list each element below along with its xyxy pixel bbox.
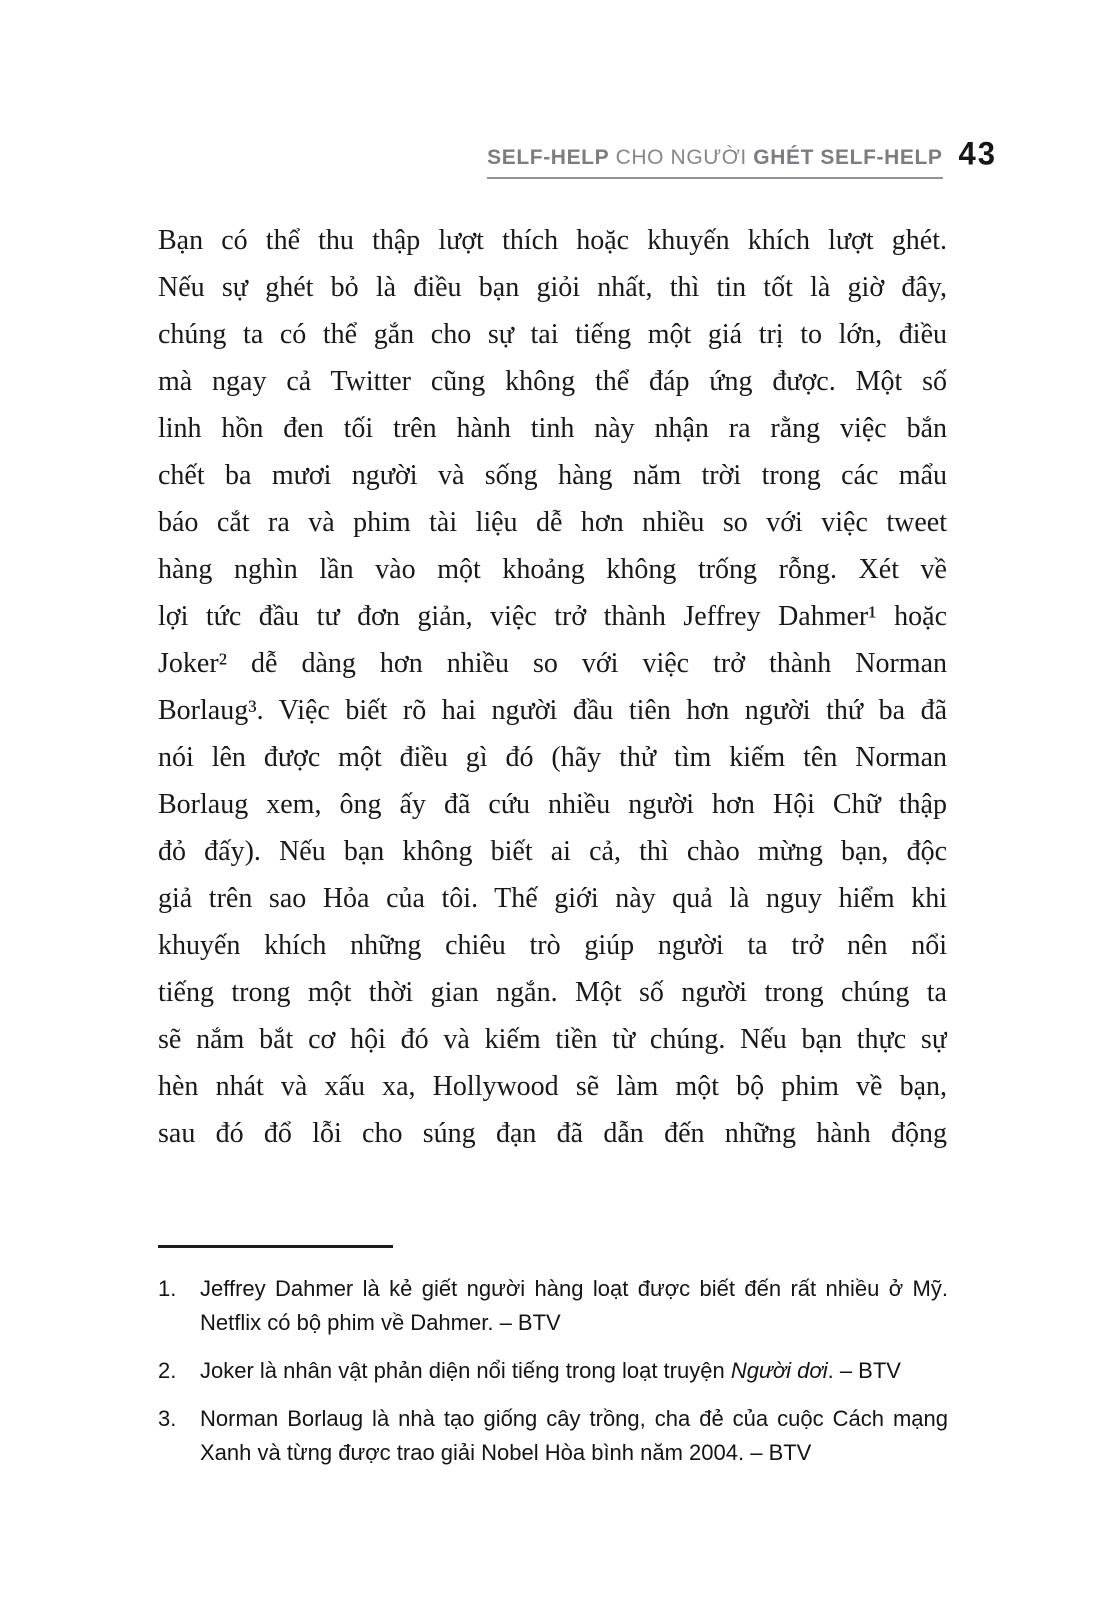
body-line: đỏ đấy). Nếu bạn không biết ai cả, thì chào mừng bạn, độc xyxy=(158,836,947,867)
footnote-line xyxy=(200,1402,948,1436)
footnote-title-italic: Người dơi xyxy=(730,1358,828,1383)
footnote-segment: Netflix có bộ phim về Dahmer. – BTV xyxy=(200,1310,561,1335)
footnote-text xyxy=(200,1272,948,1340)
footnote-segment: Jeffrey Dahmer là kẻ giết người hàng loạt được biết đến rất nhiều ở Mỹ. xyxy=(200,1276,948,1301)
footnote-line xyxy=(200,1354,948,1388)
running-header xyxy=(158,136,997,179)
footnote-item xyxy=(158,1402,948,1470)
body-line: hèn nhát và xấu xa, Hollywood sẽ làm một bộ phim về bạn, xyxy=(158,1071,947,1102)
body-line: chúng ta có thể gắn cho sự tai tiếng một giá trị to lớn, điều xyxy=(158,319,947,350)
body-line: Joker² dễ dàng hơn nhiều so với việc trở thành Norman xyxy=(158,648,947,679)
footnote-segment: Norman Borlaug là nhà tạo giống cây trồng, cha đẻ của cuộc Cách mạng xyxy=(200,1406,948,1431)
body-line: linh hồn đen tối trên hành tinh này nhận ra rằng việc bắn xyxy=(158,413,947,444)
footnote-segment: Joker là nhân vật phản diện nổi tiếng trong loạt truyện xyxy=(200,1358,731,1383)
body-line: Borlaug xem, ông ấy đã cứu nhiều người hơn Hội Chữ thập xyxy=(158,789,947,820)
body-line: giả trên sao Hỏa của tôi. Thế giới này quả là nguy hiểm khi xyxy=(158,883,947,914)
header-segment: SELF-HELP xyxy=(487,146,610,169)
body-line: lợi tức đầu tư đơn giản, việc trở thành Jeffrey Dahmer¹ hoặc xyxy=(158,601,947,632)
body-line: báo cắt ra và phim tài liệu dễ hơn nhiều so với việc tweet xyxy=(158,507,947,538)
footnote-item xyxy=(158,1354,948,1388)
footnote-separator-rule xyxy=(158,1245,393,1248)
footnotes xyxy=(158,1272,948,1484)
body-line: Nếu sự ghét bỏ là điều bạn giỏi nhất, thì tin tốt là giờ đây, xyxy=(158,272,947,303)
footnote-line xyxy=(200,1436,948,1470)
footnote-segment: . – BTV xyxy=(827,1358,901,1383)
body-text xyxy=(158,217,947,1157)
body-line: Bạn có thể thu thập lượt thích hoặc khuyến khích lượt ghét. xyxy=(158,225,947,256)
body-line: nói lên được một điều gì đó (hãy thử tìm kiếm tên Norman xyxy=(158,742,947,773)
footnote-number: 3. xyxy=(158,1406,177,1431)
body-line: hàng nghìn lần vào một khoảng không trống rỗng. Xét về xyxy=(158,554,947,585)
body-line: sau đó đổ lỗi cho súng đạn đã dẫn đến những hành động xyxy=(158,1118,947,1149)
header-segment: GHÉT SELF-HELP xyxy=(753,146,943,169)
page-number: 43 xyxy=(958,135,997,172)
footnote-text xyxy=(200,1354,948,1388)
footnote-segment: Xanh và từng được trao giải Nobel Hòa bình năm 2004. – BTV xyxy=(200,1440,812,1465)
body-line: mà ngay cả Twitter cũng không thể đáp ứng được. Một số xyxy=(158,366,947,397)
footnote-line xyxy=(200,1272,948,1306)
header-segment: CHO NGƯỜI xyxy=(609,146,754,169)
body-line: khuyến khích những chiêu trò giúp người ta trở nên nổi xyxy=(158,930,947,961)
body-line: sẽ nắm bắt cơ hội đó và kiếm tiền từ chúng. Nếu bạn thực sự xyxy=(158,1024,947,1055)
running-header-title xyxy=(487,146,942,179)
footnote-text xyxy=(200,1402,948,1470)
footnote-number: 2. xyxy=(158,1358,177,1383)
body-line: Borlaug³. Việc biết rõ hai người đầu tiên hơn người thứ ba đã xyxy=(158,695,947,726)
body-line: chết ba mươi người và sống hàng năm trời trong các mẩu xyxy=(158,460,947,491)
footnote-line xyxy=(200,1306,948,1340)
footnote-item xyxy=(158,1272,948,1340)
footnote-number: 1. xyxy=(158,1276,177,1301)
body-line: tiếng trong một thời gian ngắn. Một số người trong chúng ta xyxy=(158,977,947,1008)
